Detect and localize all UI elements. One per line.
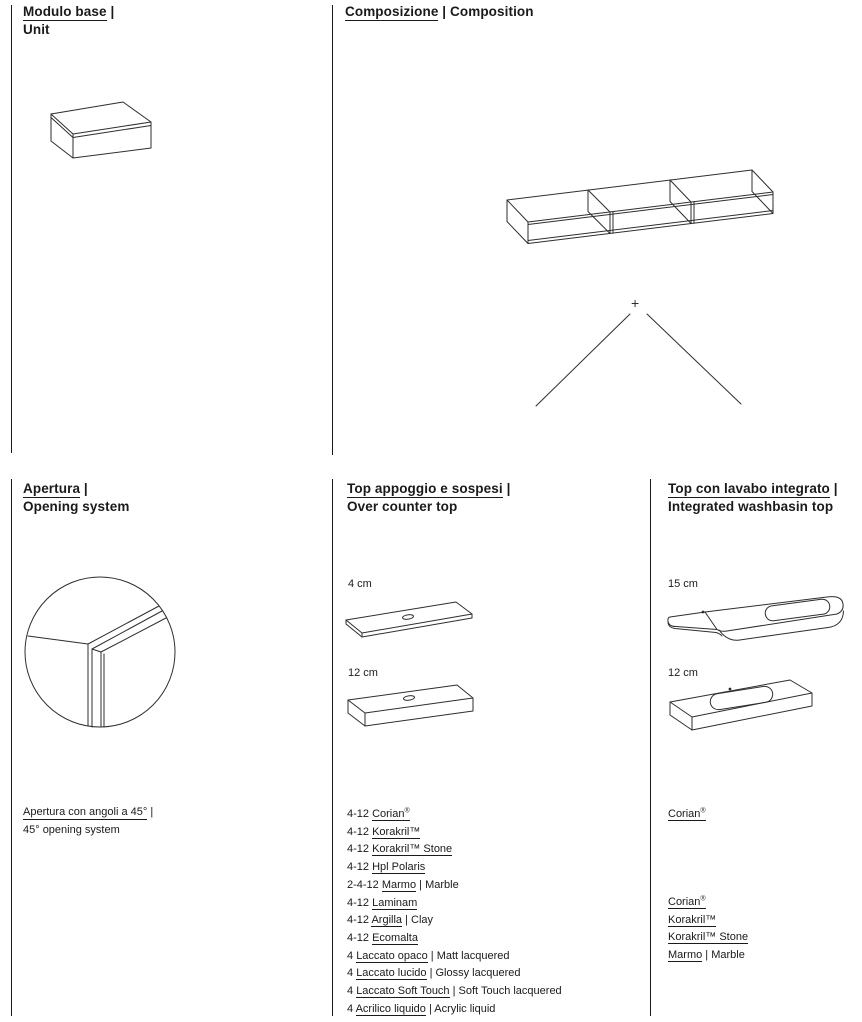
material-row xyxy=(668,806,706,824)
material-row xyxy=(347,841,562,859)
divider-bottom-right xyxy=(650,479,651,1016)
title-en-opening-system: Opening system xyxy=(23,499,130,514)
title-pipe: | xyxy=(106,4,115,19)
section-title-composizione xyxy=(345,3,534,21)
material-link[interactable]: Corian® xyxy=(372,807,410,820)
material-row xyxy=(347,1001,562,1019)
material-link[interactable]: Laccato Soft Touch xyxy=(356,985,450,998)
dim-label-12cm: 12 cm xyxy=(348,667,378,679)
material-row xyxy=(347,859,562,877)
material-translation: | Marble xyxy=(416,878,459,891)
dim-label-4cm: 4 cm xyxy=(348,578,372,590)
composition-plus-lines xyxy=(536,314,741,406)
material-row xyxy=(347,806,562,824)
material-row xyxy=(668,929,748,947)
material-row xyxy=(668,894,748,912)
material-translation: | Glossy lacquered xyxy=(426,967,521,980)
section-title-top-lavabo xyxy=(668,480,838,516)
material-translation: | Acrylic liquid xyxy=(425,1002,496,1015)
material-row xyxy=(668,912,748,930)
section-title-apertura xyxy=(23,480,129,516)
material-thickness: 4-12 xyxy=(347,896,373,909)
material-link[interactable]: Hpl Polaris xyxy=(372,861,426,874)
title-en-over-counter-top: Over counter top xyxy=(347,499,458,514)
plus-symbol: + xyxy=(631,295,640,311)
title-pipe: | xyxy=(502,481,511,496)
material-link[interactable]: Laminam xyxy=(372,896,418,909)
material-translation: | Matt lacquered xyxy=(427,949,510,962)
title-en-composition: | Composition xyxy=(438,4,534,19)
material-row xyxy=(347,912,562,930)
title-pipe: | xyxy=(829,481,838,496)
material-link[interactable]: Korakril™ Stone xyxy=(372,843,453,856)
material-link[interactable]: Marmo xyxy=(381,878,417,891)
material-thickness: 4-12 xyxy=(347,825,373,838)
material-thickness: 4-12 xyxy=(347,914,372,927)
section-title-modulo-base xyxy=(23,3,114,39)
material-link[interactable]: Laccato opaco xyxy=(356,949,428,962)
over-counter-materials-list xyxy=(347,806,562,1018)
title-link-top-lavabo[interactable]: Top con lavabo integrato xyxy=(668,481,830,496)
divider-bottom-middle xyxy=(332,479,333,1016)
material-link[interactable]: Argilla xyxy=(371,914,403,927)
dim-label-12cm-right: 12 cm xyxy=(668,667,698,679)
material-link[interactable]: Korakril™ Stone xyxy=(668,931,749,944)
divider-top-middle xyxy=(332,5,333,455)
title-link-apertura[interactable]: Apertura xyxy=(23,481,81,496)
material-row xyxy=(347,877,562,895)
caption-link-45deg[interactable]: Apertura con angoli a 45° xyxy=(23,806,148,818)
washbasin-15cm-drawing xyxy=(668,597,844,641)
material-row xyxy=(347,965,562,983)
material-thickness: 4-12 xyxy=(347,931,373,944)
material-translation: | Soft Touch lacquered xyxy=(449,985,562,998)
title-link-composizione[interactable]: Composizione xyxy=(345,4,439,19)
title-link-top-appoggio[interactable]: Top appoggio e sospesi xyxy=(347,481,503,496)
title-link-modulo-base[interactable]: Modulo base xyxy=(23,4,107,19)
material-link[interactable]: Corian® xyxy=(668,807,706,820)
material-link[interactable]: Ecomalta xyxy=(372,931,418,944)
unit-box-drawing xyxy=(51,102,151,158)
opening-system-drawing xyxy=(25,577,175,727)
divider-top-left xyxy=(11,5,12,453)
material-row xyxy=(347,983,562,1001)
material-row xyxy=(668,947,748,965)
material-link[interactable]: Laccato lucido xyxy=(356,967,427,980)
material-row xyxy=(347,930,562,948)
composition-shelf-drawing xyxy=(507,170,773,244)
material-row xyxy=(347,824,562,842)
material-translation: | Marble xyxy=(702,949,745,962)
material-thickness: 4 xyxy=(347,949,357,962)
title-en-unit: Unit xyxy=(23,22,50,37)
material-link[interactable]: Marmo xyxy=(668,949,703,962)
material-thickness: 4 xyxy=(347,985,357,998)
material-thickness: 4 xyxy=(347,1002,356,1015)
dim-label-15cm: 15 cm xyxy=(668,578,698,590)
section-title-top-appoggio xyxy=(347,480,510,516)
washbasin-12cm-drawing xyxy=(670,680,812,730)
caption-en-45deg: 45° opening system xyxy=(23,824,120,836)
material-link[interactable]: Korakril™ xyxy=(668,913,717,926)
washbasin-15cm-materials-list xyxy=(668,806,706,824)
divider-bottom-left xyxy=(11,479,12,1016)
material-thickness: 4-12 xyxy=(347,861,373,874)
opening-system-caption xyxy=(23,803,153,839)
material-translation: | Clay xyxy=(402,914,434,927)
material-link[interactable]: Korakril™ xyxy=(372,825,421,838)
material-thickness: 4 xyxy=(347,967,357,980)
caption-pipe: | xyxy=(147,806,154,818)
material-link[interactable]: Corian® xyxy=(668,895,706,908)
material-row xyxy=(347,895,562,913)
title-en-integrated-washbasin-top: Integrated washbasin top xyxy=(668,499,834,514)
washbasin-12cm-materials-list xyxy=(668,894,748,965)
material-link[interactable]: Acrilico liquido xyxy=(355,1002,426,1015)
title-pipe: | xyxy=(80,481,88,496)
material-thickness: 4-12 xyxy=(347,843,373,856)
material-row xyxy=(347,948,562,966)
material-thickness: 2-4-12 xyxy=(347,878,382,891)
top-12cm-drawing xyxy=(348,685,473,726)
material-thickness: 4-12 xyxy=(347,808,373,820)
top-4cm-drawing xyxy=(346,602,472,637)
